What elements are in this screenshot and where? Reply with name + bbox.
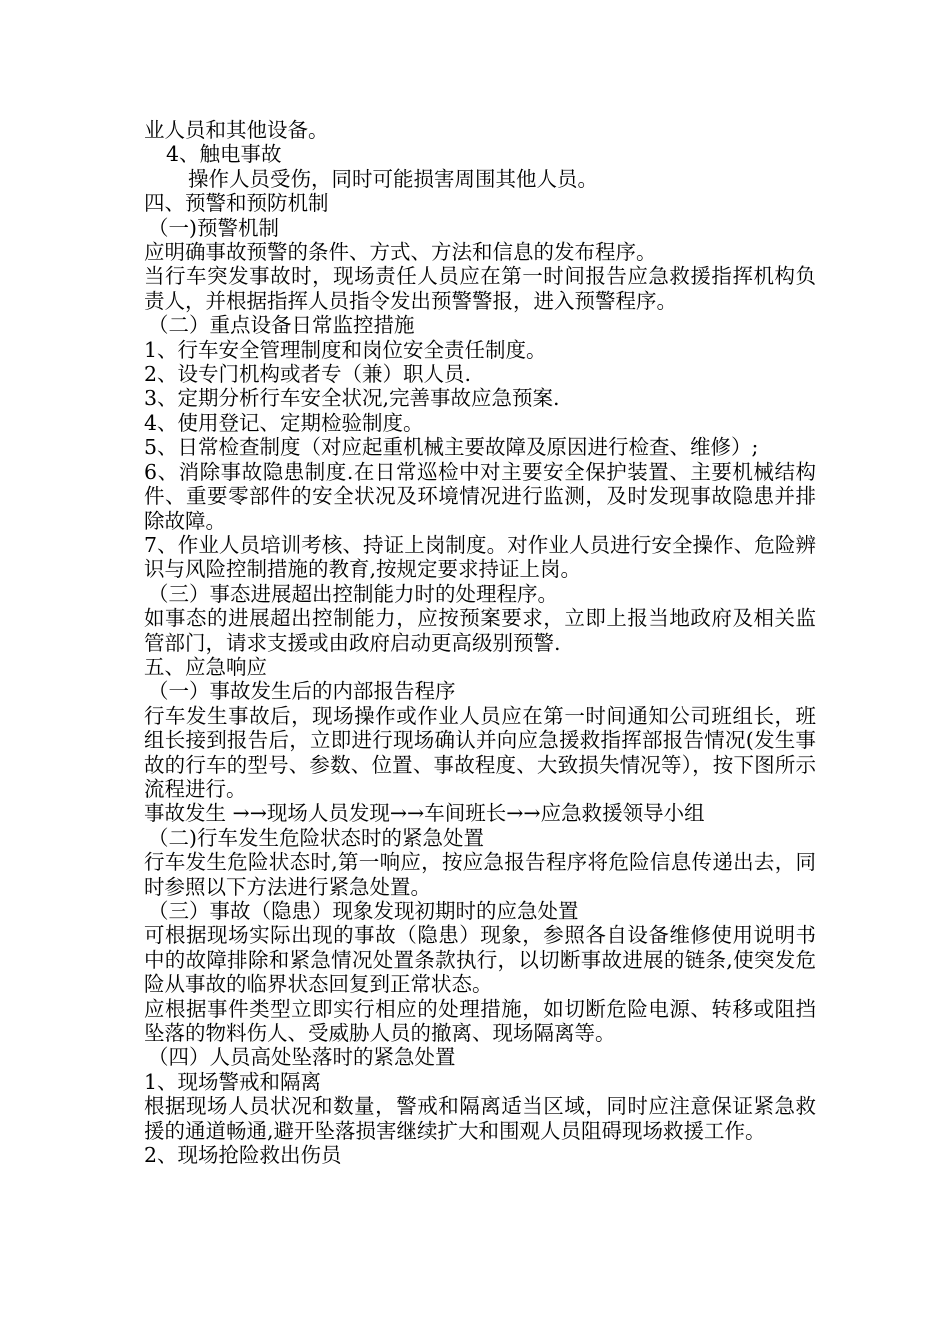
list-item: 3、定期分析行车安全状况,完善事故应急预案. xyxy=(144,386,560,411)
subsection-heading: （四）人员高处坠落时的紧急处置 xyxy=(148,1045,456,1070)
list-item: 4、使用登记、定期检验制度。 xyxy=(144,410,424,435)
subsection-heading: （三）事态进展超出控制能力时的处理程序。 xyxy=(148,581,558,606)
list-item: 2、现场抢险救出伤员 xyxy=(144,1143,342,1168)
list-item: 2、设专门机构或者专（兼）职人员. xyxy=(144,362,472,387)
paragraph: 操作人员受伤，同时可能损害周围其他人员。 xyxy=(188,166,598,191)
list-item: 1、行车安全管理制度和岗位安全责任制度。 xyxy=(144,337,547,362)
paragraph: 如事态的进展超出控制能力，应按预案要求，立即上报当地政府及相关监管部门，请求支援或由政府启动更高级别预警. xyxy=(144,606,816,655)
paragraph: 行车发生事故后，现场操作或作业人员应在第一时间通知公司班组长，班组长接到报告后，立即进行现场确认并向应急援救指挥部报告情况(发生事故的行车的型号、参数、位置、事故程度、大致损失情况等），按下图所示流程进行。 xyxy=(144,703,816,801)
subsection-heading: （一）事故发生后的内部报告程序 xyxy=(148,679,456,704)
subsection-heading: （二）重点设备日常监控措施 xyxy=(148,313,415,338)
subsection-heading: （三）事故（隐患）现象发现初期时的应急处置 xyxy=(148,899,579,923)
paragraph: 业人员和其他设备。 xyxy=(144,118,329,142)
paragraph: 应明确事故预警的条件、方式、方法和信息的发布程序。 xyxy=(144,240,657,265)
paragraph: 当行车突发事故时，现场责任人员应在第一时间报告应急救援指挥机构负责人，并根据指挥人员指令发出预警警报，进入预警程序。 xyxy=(144,264,816,313)
paragraph: 可根据现场实际出现的事故（隐患）现象，参照各自设备维修使用说明书中的故障排除和紧急情况处置条款执行，以切断事故进展的链条,使突发危险从事故的临界状态回复到正常状态。 xyxy=(144,923,816,997)
document-body xyxy=(144,118,816,1167)
subsection-heading: （二)行车发生危险状态时的紧急处置 xyxy=(148,825,484,850)
section-heading: 五、应急响应 xyxy=(144,654,267,679)
flow-line: 事故发生 →→现场人员发现→→车间班长→→应急救援领导小组 xyxy=(144,801,705,826)
paragraph: 根据现场人员状况和数量，警戒和隔离适当区域，同时应注意保证紧急救援的通道畅通,避开坠落损害继续扩大和围观人员阻碍现场救援工作。 xyxy=(144,1094,816,1143)
section-heading: 4、触电事故 xyxy=(166,142,282,167)
paragraph: 应根据事件类型立即实行相应的处理措施，如切断危险电源、转移或阻挡坠落的物料伤人、受威胁人员的撤离、现场隔离等。 xyxy=(144,996,816,1046)
section-heading: 四、预警和预防机制 xyxy=(144,191,329,216)
list-item: 1、现场警戒和隔离 xyxy=(144,1069,322,1094)
list-item: 5、日常检查制度（对应起重机械主要故障及原因进行检查、维修）; xyxy=(144,435,759,460)
subsection-heading: （一)预警机制 xyxy=(148,215,279,240)
list-item: 7、作业人员培训考核、持证上岗制度。对作业人员进行安全操作、危险辨识与风险控制措施的教育,按规定要求持证上岗。 xyxy=(144,532,816,582)
paragraph: 行车发生危险状态时,第一响应，按应急报告程序将危险信息传递出去，同时参照以下方法进行紧急处置。 xyxy=(144,850,816,899)
list-item: 6、消除事故隐患制度.在日常巡检中对主要安全保护装置、主要机械结构件、重要零部件的安全状况及环境情况进行监测，及时发现事故隐患并排除故障。 xyxy=(144,459,816,533)
